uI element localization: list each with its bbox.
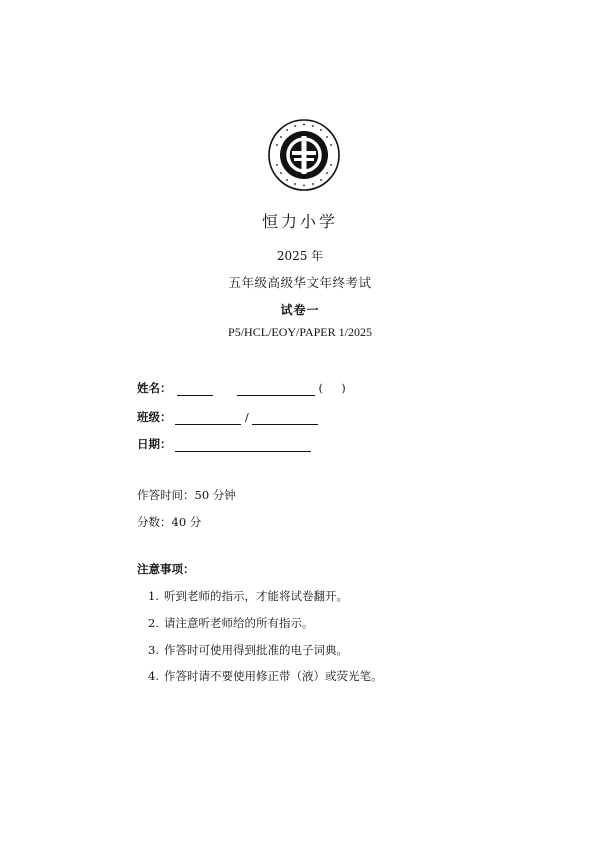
- class-label: 班级：: [137, 410, 172, 424]
- name-label: 姓名：: [137, 381, 172, 395]
- note-item: [148, 642, 348, 658]
- note-item: [148, 668, 383, 684]
- paper-code: P5/HCL/EOY/PAPER 1/2025: [228, 325, 372, 339]
- name-input-line-long[interactable]: [237, 383, 315, 396]
- note-text: 请注意听老师给的所有指示。: [164, 616, 314, 630]
- class-separator: /: [244, 410, 249, 424]
- note-item: [148, 615, 314, 631]
- date-field-row: [137, 436, 311, 452]
- name-field-row: [137, 380, 346, 396]
- date-label: 日期：: [137, 437, 172, 451]
- class-number-bracket: ( ): [318, 381, 346, 395]
- school-name: 恒力小学: [261, 212, 338, 231]
- notes-title: 注意事项：: [137, 562, 195, 576]
- paper-label: 试卷一: [280, 303, 320, 317]
- note-text: 作答时请不要使用修正带（液）或荧光笔。: [164, 669, 383, 683]
- note-number: 2.: [148, 616, 159, 630]
- note-number: 4.: [148, 669, 159, 683]
- note-item: [148, 588, 348, 604]
- note-number: 1.: [148, 589, 159, 603]
- school-logo-icon: [267, 118, 341, 192]
- class-field-row: [137, 409, 318, 425]
- exam-score: 分数：40 分: [137, 515, 202, 529]
- date-input-line[interactable]: [175, 439, 311, 452]
- exam-title: 五年级高级华文年终考试: [228, 275, 372, 290]
- note-text: 听到老师的指示，才能将试卷翻开。: [164, 589, 348, 603]
- name-input-line-short[interactable]: [177, 383, 213, 396]
- note-text: 作答时可使用得到批准的电子词典。: [164, 643, 348, 657]
- class-number-input-line[interactable]: [252, 412, 318, 425]
- note-number: 3.: [148, 643, 159, 657]
- exam-duration: 作答时间：50 分钟: [137, 488, 236, 502]
- exam-year: 2025 年: [276, 249, 324, 263]
- class-input-line[interactable]: [175, 412, 241, 425]
